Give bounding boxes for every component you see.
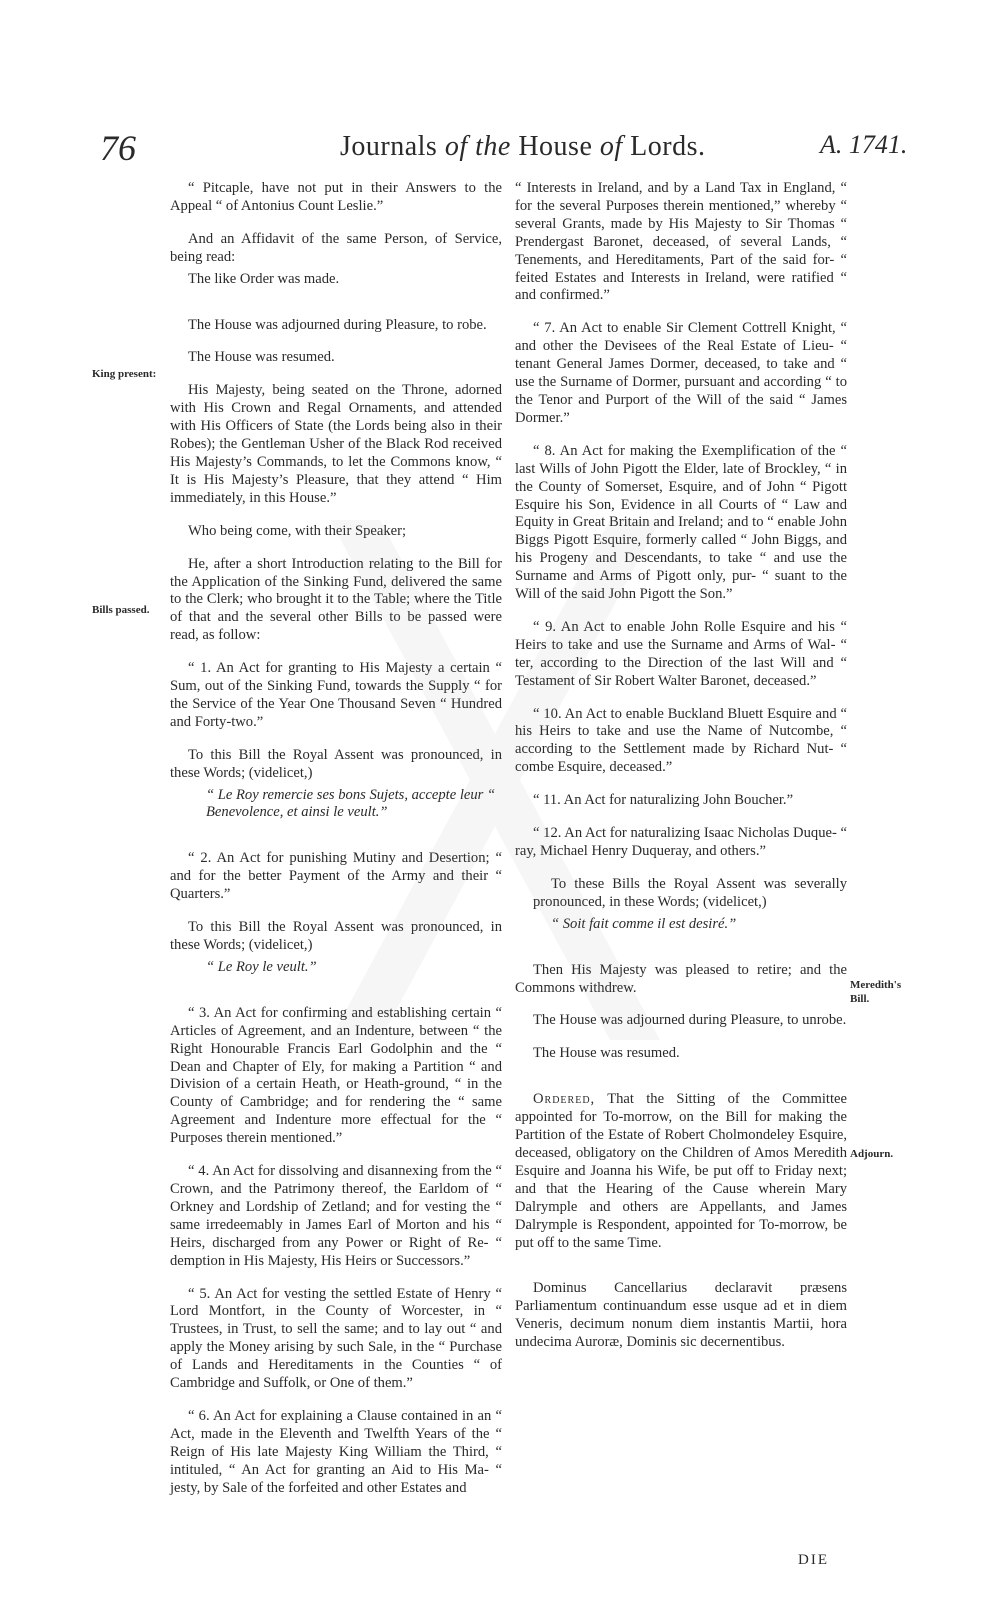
margin-note-meredith-bill: Meredith's Bill. [850, 979, 902, 1005]
ordered-text: That the Sitting of the Committee appointed for To-morrow, on the Bill for making the Partition of the Estate of Robert Cholmondeley Esquire, deceased, obligatory on the Children of Amos Meredith Esquire and Joanna his Wife, be put off to Friday next; and that the Hearing of the Cause wherein Mary Dalrymple and others are Appellants, and James Dalrymple is Respondent, appointed for To-morrow, be put off to the same Time. [515, 1091, 847, 1251]
right-paragraph-11: The House was adjourned during Pleasure, to unrobe. [533, 1012, 847, 1029]
page-year: A. 1741. [820, 130, 908, 159]
right-paragraph-4: “ 9. An Act to enable John Rolle Esquire and his “ Heirs to take and use the Surname and Arms of Wal- “ ter, according to the Direction of the last Will and “ Testament of Sir Robert Walter Baronet, deceased.” [515, 618, 847, 689]
left-paragraph-13: To this Bill the Royal Assent was pronounced, in these Words; (videlicet,) [170, 919, 502, 953]
margin-note-king-present: King present: [92, 368, 157, 380]
right-paragraph-6: “ 11. An Act for naturalizing John Boucher.” [533, 792, 794, 809]
right-paragraph-7: “ 12. An Act for naturalizing Isaac Nicholas Duque- “ ray, Michael Henry Duqueray, and others.” [515, 825, 847, 859]
right-paragraph-14: Dominus Cancellarius declaravit præsens Parliamentum continuandum esse usque ad et in diem Veneris, decimum nonum diem instantis Martii, hora undecima Auroræ, Dominis sic decernentibus. [515, 1280, 847, 1351]
title-of-2: of [599, 131, 623, 162]
right-paragraph-13 [515, 1091, 847, 1252]
right-column [515, 180, 847, 1367]
ordered-label: Ordered, [533, 1091, 596, 1108]
margin-note-bills-passed: Bills passed. [92, 604, 150, 616]
left-paragraph-5: The House was resumed. [188, 349, 335, 366]
left-paragraph-14: “ Le Roy le veult.” [206, 958, 317, 975]
right-paragraph-12: The House was resumed. [533, 1045, 680, 1062]
right-paragraph-3: “ 8. An Act for making the Exemplification of the “ last Wills of John Pigott the Elder, late of Brockley, “ in the County of Somerset, Esquire, and of John “ Pigott Esquire his Son, Evidence in all Courts of “ Law and Equity in Great Britain and Ireland; and to “ enable John Biggs Pigott Esquire, formerly called “ John Biggs, and his Progeny and Descendants, to take “ and use the Surname and Arms of Pigott only, pur- “ suant to the Will of the said John Pigott the Son.” [515, 442, 847, 603]
left-paragraph-10: To this Bill the Royal Assent was pronounced, in these Words; (videlicet,) [170, 746, 502, 781]
left-paragraph-7: Who being come, with their Speaker; [188, 522, 407, 539]
left-paragraph-15: “ 3. An Act for confirming and establishing certain “ Articles of Agreement, and an Indenture, between “ the Right Honourable Francis Earl Godolphin and the “ Dean and Chapter of Ely, for making a Partition “ and Division of a certain Heath, or Heath-ground, “ in the County of Cambridge; and for rendering the “ same Agreement and Indenture more effectual for the “ Purposes therein mentioned.” [170, 1004, 502, 1147]
page-title [340, 131, 705, 163]
right-paragraph-1: “ Interests in Ireland, and by a Land Tax in England, “ for the several Purposes therein mentioned,” whereby “ several Grants, made by His Majesty to Sir Thomas “ Prendergast Baronet, deceased, of several Lands, “ Tenements, and Hereditaments, Part of the said for- “ feited Estates and Interests in Ireland, were ratified “ and confirmed.” [515, 180, 847, 304]
left-paragraph-12: “ 2. An Act for punishing Mutiny and Desertion; “ and for the better Payment of the Army and their “ Quarters.” [170, 850, 502, 903]
title-journals: Journals [340, 131, 445, 162]
left-paragraph-1: “ Pitcaple, have not put in their Answers to the Appeal “ of Antonius Count Leslie.” [170, 180, 502, 214]
left-paragraph-6: His Majesty, being seated on the Throne, adorned with His Crown and Regal Ornaments, and attended with His Officers of State (the Lords being also in their Robes); the Gentleman Usher of the Black Rod received His Majesty’s Commands, to let the Commons know, “ It is His Majesty’s Pleasure, that they attend “ Him immediately, in this House.” [170, 382, 502, 506]
left-paragraph-18: “ 6. An Act for explaining a Clause contained in an “ Act, made in the Eleventh and Twelfth Years of the “ Reign of His late Majesty King William the Third, “ intituled, “ An Act for granting an Aid to His Ma- “ jesty, by Sale of the forfeited and other Estates and [170, 1407, 502, 1496]
right-paragraph-2: “ 7. An Act to enable Sir Clement Cottrell Knight, “ and other the Devisees of the Real Estate of Lieu- “ tenant General James Dormer, deceased, to take and “ use the Surname of Dormer, pursuant and according “ to the Tenor and Purport of the Will of the said “ James Dormer.” [515, 320, 847, 426]
left-paragraph-8: He, after a short Introduction relating to the Bill for the Application of the Sinking Fund, delivered the same to the Clerk; who brought it to the Table; where the Title of that and the several other Bills to be passed were read, as follow: [170, 555, 502, 644]
left-paragraph-16: “ 4. An Act for dissolving and disannexing from the “ Crown, and the Patrimony thereof, the Earldom of “ Orkney and Lordship of Zetland; and for vesting the “ same irredeemably in James Earl of Morton and his “ Heirs, discharged from any Power or Right of Re- “ demption in His Majesty, His Heirs or Successors.” [170, 1163, 502, 1269]
left-paragraph-4: The House was adjourned during Pleasure, to robe. [188, 316, 487, 333]
title-house: House [518, 131, 600, 162]
right-paragraph-5: “ 10. An Act to enable Buckland Bluett Esquire and “ his Heirs to take and use the Name of Nutcombe, “ according to the Settlement made by Richard Nut- “ combe Esquire, deceased.” [515, 705, 847, 776]
left-paragraph-11: “ Le Roy remercie ses bons Sujets, accepte leur “ Benevolence, et ainsi le veult.” [206, 786, 496, 821]
margin-note-adjourn: Adjourn. [850, 1148, 894, 1160]
page-number: 76 [100, 128, 136, 168]
left-paragraph-2: And an Affidavit of the same Person, of Service, being read: [170, 230, 502, 265]
title-lords: Lords. [622, 131, 706, 162]
title-the: the [467, 131, 519, 162]
right-paragraph-10: Then His Majesty was pleased to retire; and the Commons withdrew. [515, 961, 847, 996]
right-paragraph-9: “ Soit fait comme il est desiré.” [551, 915, 737, 932]
left-paragraph-17: “ 5. An Act for vesting the settled Estate of Henry “ Lord Montfort, in the County of Worcester, in “ Trustees, in Trust, to sell the same; and to lay out “ and apply the Money arising by such Sale, in the “ Purchase of Lands and Hereditaments in the Counties “ of Cambridge and Suffolk, or One of them.” [170, 1285, 502, 1392]
left-paragraph-9: “ 1. An Act for granting to His Majesty a certain “ Sum, out of the Sinking Fund, towards the Supply “ for the Service of the Year One Thousand Seven “ Hundred and Forty-two.” [170, 660, 502, 730]
right-paragraph-8: To these Bills the Royal Assent was severally pronounced, in these Words; (videlicet,) [533, 875, 847, 910]
left-paragraph-3: The like Order was made. [188, 270, 340, 287]
title-of: of [444, 131, 468, 162]
left-column [170, 180, 502, 1512]
catchword: DIE [798, 1552, 829, 1568]
